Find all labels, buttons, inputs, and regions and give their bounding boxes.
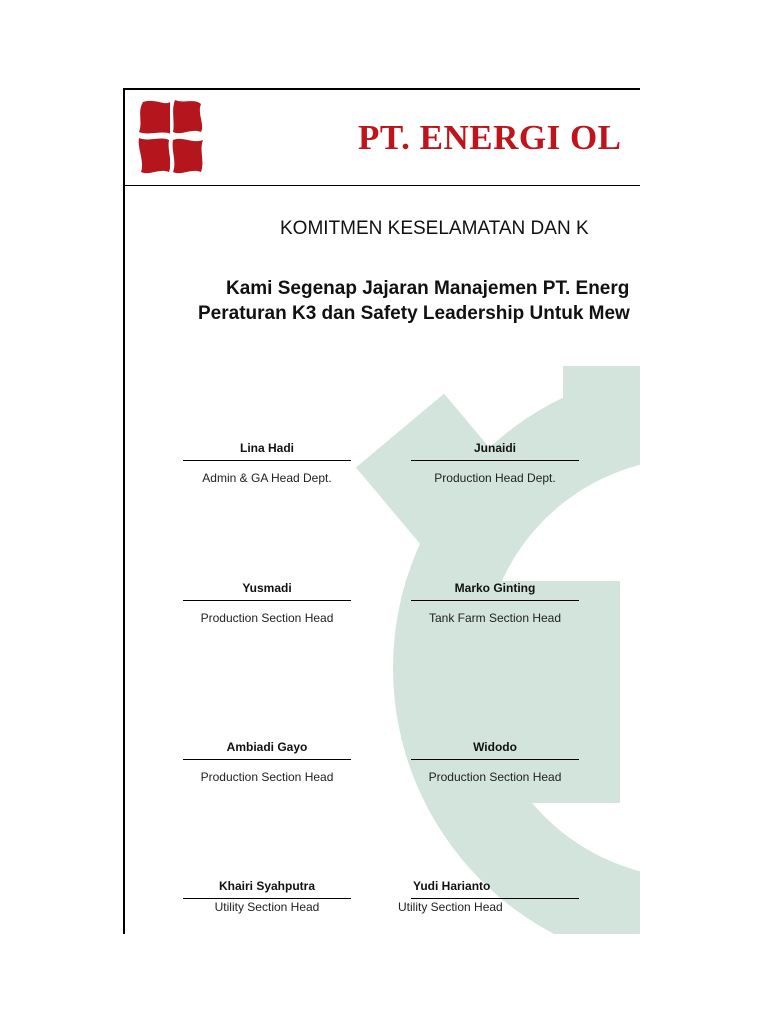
- signature-line: [411, 759, 579, 760]
- signatory-name: Marko Ginting: [454, 581, 536, 595]
- signatory-role: Utility Section Head: [398, 900, 503, 914]
- signature-block: [411, 580, 579, 625]
- signatory-name: Lina Hadi: [239, 441, 294, 455]
- signature-block: [183, 878, 351, 914]
- company-logo-icon: [135, 96, 207, 178]
- statement-line-2: Peraturan K3 dan Safety Leadership Untuk Mew: [198, 303, 630, 324]
- k3-gear-watermark-icon: [123, 88, 640, 934]
- signature-line: [183, 600, 351, 601]
- signature-line: [411, 460, 579, 461]
- signatory-role: Production Section Head: [200, 611, 334, 625]
- statement-line-1: Kami Segenap Jajaran Manajemen PT. Energ: [226, 278, 630, 299]
- signatory-role: Admin & GA Head Dept.: [202, 471, 332, 485]
- signatory-name: Khairi Syahputra: [218, 879, 316, 893]
- signature-line: [411, 898, 579, 899]
- signatory-role: Tank Farm Section Head: [428, 611, 562, 625]
- document-page: [123, 88, 640, 934]
- header-divider: [123, 185, 640, 186]
- company-name: PT. ENERGI OL: [358, 118, 622, 157]
- signature-block: [398, 878, 579, 914]
- signature-line: [183, 460, 351, 461]
- signature-line: [183, 759, 351, 760]
- signature-block: [411, 739, 579, 784]
- signatory-name: Yudi Harianto: [413, 879, 491, 893]
- signature-block: [183, 440, 351, 485]
- signature-block: [183, 580, 351, 625]
- signatory-name: Yusmadi: [242, 581, 292, 595]
- signatory-role: Production Section Head: [200, 770, 334, 784]
- signature-block: [183, 739, 351, 784]
- signatory-role: Utility Section Head: [214, 900, 320, 914]
- document-heading: KOMITMEN KESELAMATAN DAN K: [280, 218, 589, 239]
- signatory-role: Production Section Head: [428, 770, 562, 784]
- page-border-left: [123, 88, 125, 934]
- signatory-name: Ambiadi Gayo: [226, 740, 308, 754]
- signature-block: [411, 440, 579, 485]
- signatory-name: Widodo: [473, 740, 517, 754]
- signature-line: [411, 600, 579, 601]
- page-border-top: [123, 88, 640, 90]
- signature-line: [183, 898, 351, 899]
- signatory-name: Junaidi: [473, 441, 516, 455]
- signatory-role: Production Head Dept.: [434, 471, 556, 485]
